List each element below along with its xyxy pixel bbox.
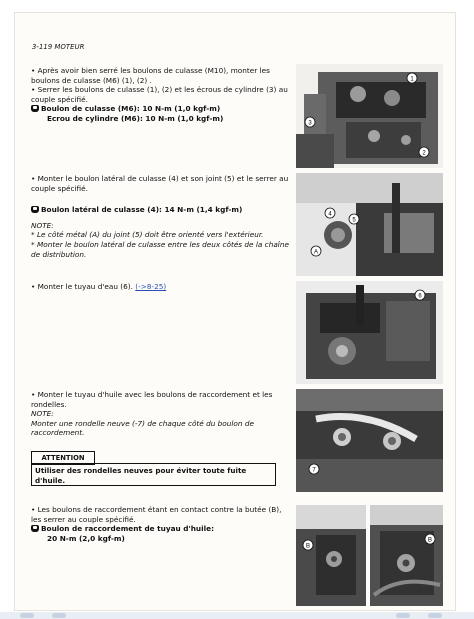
torque-wrench-icon [31,105,39,112]
callout-5: 5 [352,217,356,224]
section-oil-pipe [31,390,293,438]
torque-spec: Boulon de culasse (M6): 10 N-m (1,0 kgf-m) [41,104,221,114]
torque-wrench-icon [31,525,39,532]
instruction-text: • Les boulons de raccordement étant en contact contre la butée (B), les serrer au couple spécifié. [31,505,282,524]
engine-photo-6 [370,505,443,606]
callout-3: 3 [308,120,312,127]
torque-wrench-icon [31,206,39,213]
callout-7: 7 [312,467,316,474]
page-header: 3-119 MOTEUR [32,43,85,51]
callout-1: 1 [410,76,414,83]
engine-photo-3 [296,281,443,384]
instruction-text: • Serrer les boulons de culasse (1), (2) et les écrous de cylindre (3) au couple spécifié. [31,85,288,104]
toolbar-tab[interactable] [396,613,410,618]
callout-4: 4 [328,211,332,218]
callout-B: B [305,543,311,550]
torque-spec: Boulon de raccordement de tuyau d'huile: [41,524,214,534]
section-water-pipe [31,282,293,292]
toolbar-tab[interactable] [52,613,66,618]
instruction-text: • Monter le boulon latéral de culasse (4) et son joint (5) et le serrer au couple spécifié. [31,174,289,193]
callout-2: 2 [422,150,426,157]
engine-photo-1 [296,64,443,168]
section-side-bolt [31,174,293,259]
engine-photo-5 [296,505,366,606]
note-text: * Monter le boulon latéral de culasse entre les deux côtés de la chaîne de distribution. [31,239,289,259]
note-text: * Le côté métal (A) du joint (5) doit être orienté vers l'extérieur. [31,230,264,240]
section-union-bolts [31,505,293,543]
torque-spec: Ecrou de cylindre (M6): 10 N-m (1,0 kgf-m) [47,113,224,123]
instruction-text: • Monter le tuyau d'eau (6). [31,282,133,291]
callout-B-2: B [427,537,433,544]
attention-label: ATTENTION [31,451,95,465]
instruction-text: • Monter le tuyau d'huile avec les boulons de raccordement et les rondelles. [31,390,273,409]
note-text: Monter une rondelle neuve (-7) de chaque côté du boulon de raccordement. [31,418,254,438]
bottom-toolbar-strip [0,612,474,619]
torque-spec: 20 N-m (2,0 kgf-m) [47,533,125,543]
engine-photo-4 [296,389,443,492]
cross-reference-link[interactable]: (->8-25) [135,282,167,291]
engine-photo-2 [296,173,443,276]
toolbar-tab[interactable] [428,613,442,618]
section-cylinder-head-bolts [31,66,293,124]
instruction-text: • Après avoir bien serré les boulons de culasse (M10), monter les boulons de culasse (M6) (1), (2) . [31,66,270,85]
callout-6: 6 [418,293,422,300]
toolbar-tab[interactable] [20,613,34,618]
torque-spec: Boulon latéral de culasse (4): 14 N-m (1,4 kgf-m) [41,205,243,215]
note-label: NOTE: [31,409,54,419]
callout-A: A [313,249,319,256]
note-label: NOTE: [31,220,54,230]
attention-box: Utiliser des rondelles neuves pour éviter toute fuite d'huile. [31,463,276,486]
